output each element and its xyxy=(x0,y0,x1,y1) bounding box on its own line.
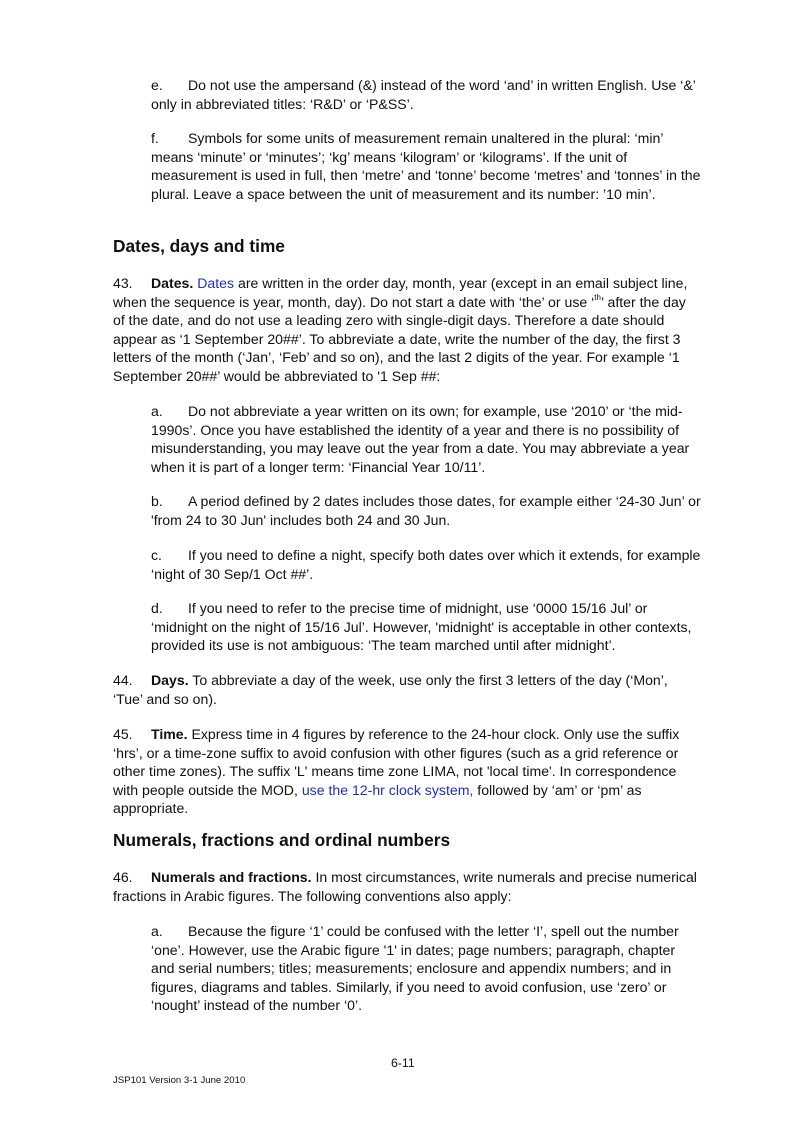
item-43c xyxy=(151,546,701,583)
paragraph-title: Dates. xyxy=(151,275,194,291)
item-43a xyxy=(151,402,701,476)
paragraph-title: Numerals and fractions. xyxy=(151,869,312,885)
item-text: Do not use the ampersand (&) instead of the word ‘and’ in written English. Use ‘&’ only in abbreviated titles: ‘R&D’ or ‘P&SS’. xyxy=(151,77,696,112)
item-label: c. xyxy=(151,547,162,563)
item-text: Do not abbreviate a year written on its own; for example, use ‘2010’ or ‘the mid-1990s’. Once you have established the identity of a year and there is no possibility of misunderstanding, you may leave out the year from a date. You may abbreviate a year when it is part of a longer term: ‘Financial Year 10/11’. xyxy=(151,403,690,475)
paragraph-text-cont: ’ after the day of the date, and do not use a leading zero with single-digit days. Therefore a date should appear as ‘1 September 20##’. To abbreviate a date, write the number of the day, the first 3 letters of the month (‘Jan’, ‘Feb’ and so on), and the last 2 digits of the year. For example ‘1 September 20##’ would be abbreviated to '1 Sep ##: xyxy=(113,293,686,384)
item-e xyxy=(151,76,701,113)
item-text: Symbols for some units of measurement remain unaltered in the plural: ‘min’ means ‘minute’ or ‘minutes’; ‘kg’ means ‘kilogram’ or ‘kilograms’. If the unit of measurement is used in full, then ‘metre’ and ‘tonne’ become ‘metres’ and ‘tonnes’ in the plural. Leave a space between the unit of measurement and its number: ’10 min’. xyxy=(151,130,701,202)
paragraph-number: 44. xyxy=(113,672,133,688)
section-heading: Dates, days and time xyxy=(113,236,285,256)
item-46a xyxy=(151,922,701,1015)
item-label: b. xyxy=(151,493,163,509)
paragraph-number: 46. xyxy=(113,869,133,885)
section-heading: Numerals, fractions and ordinal numbers xyxy=(113,830,451,850)
item-text: If you need to define a night, specify both dates over which it extends, for example ‘night of 30 Sep/1 Oct ##’. xyxy=(151,547,701,582)
page-number: 6-11 xyxy=(391,1056,415,1070)
item-43d xyxy=(151,599,701,655)
paragraph-title: Time. xyxy=(151,726,188,742)
paragraph-45 xyxy=(113,725,701,818)
paragraph-number: 43. xyxy=(113,275,133,291)
paragraph-46 xyxy=(113,868,701,905)
paragraph-number: 45. xyxy=(113,726,133,742)
paragraph-44 xyxy=(113,671,701,708)
item-43b xyxy=(151,492,701,529)
superscript-th: th xyxy=(594,292,601,302)
item-label: d. xyxy=(151,600,163,616)
dates-link[interactable]: Dates xyxy=(197,275,235,291)
paragraph-text: are written in the order day, month, year (except in an email subject line, when the sequence is year, month, day). Do not start a date with ‘the’ or use ‘ xyxy=(113,275,688,310)
item-label: f. xyxy=(151,130,159,146)
12hr-clock-link[interactable]: use the 12-hr clock system, xyxy=(301,781,474,798)
paragraph-43 xyxy=(113,274,701,386)
item-label: a. xyxy=(151,923,163,939)
item-text: Because the figure ‘1’ could be confused with the letter ‘I’, spell out the number ‘one’. However, use the Arabic figure '1' in dates; page numbers; paragraph, chapter and serial numbers; titles; measurements; enclosure and appendix numbers; and in figures, diagrams and tables. Similarly, if you need to avoid confusion, use ‘zero’ or ‘nought’ instead of the number ‘0’. xyxy=(151,923,679,1014)
item-label: e. xyxy=(151,77,163,93)
item-text: If you need to refer to the precise time of midnight, use ‘0000 15/16 Jul’ or ‘midnight on the night of 15/16 Jul’. However, 'midnight' is acceptable in other contexts, provided its use is not ambiguous: ‘The team marched until after midnight’. xyxy=(151,600,692,654)
item-text: A period defined by 2 dates includes those dates, for example either ‘24-30 Jun’ or 'from 24 to 30 Jun' includes both 24 and 30 Jun. xyxy=(151,493,701,528)
paragraph-title: Days. xyxy=(151,672,189,688)
item-label: a. xyxy=(151,403,163,419)
paragraph-text: In most circumstances, write numerals and precise numerical fractions in Arabic figures. The following conventions also apply: xyxy=(113,869,697,904)
paragraph-text: To abbreviate a day of the week, use only the first 3 letters of the day (‘Mon’, ‘Tue’ and so on). xyxy=(113,672,668,707)
paragraph-text-cont: followed by ‘am’ or ‘pm’ as appropriate. xyxy=(113,781,642,817)
document-reference: JSP101 Version 3-1 June 2010 xyxy=(113,1075,246,1086)
item-f xyxy=(151,129,701,203)
paragraph-text: Express time in 4 figures by reference to the 24-hour clock. Only use the suffix ‘hrs’, or a time-zone suffix to avoid confusion with other figures (such as a grid reference or other time zones). The suffix 'L' means time zone LIMA, not 'local time'. In correspondence with people outside the MOD, xyxy=(113,726,680,798)
